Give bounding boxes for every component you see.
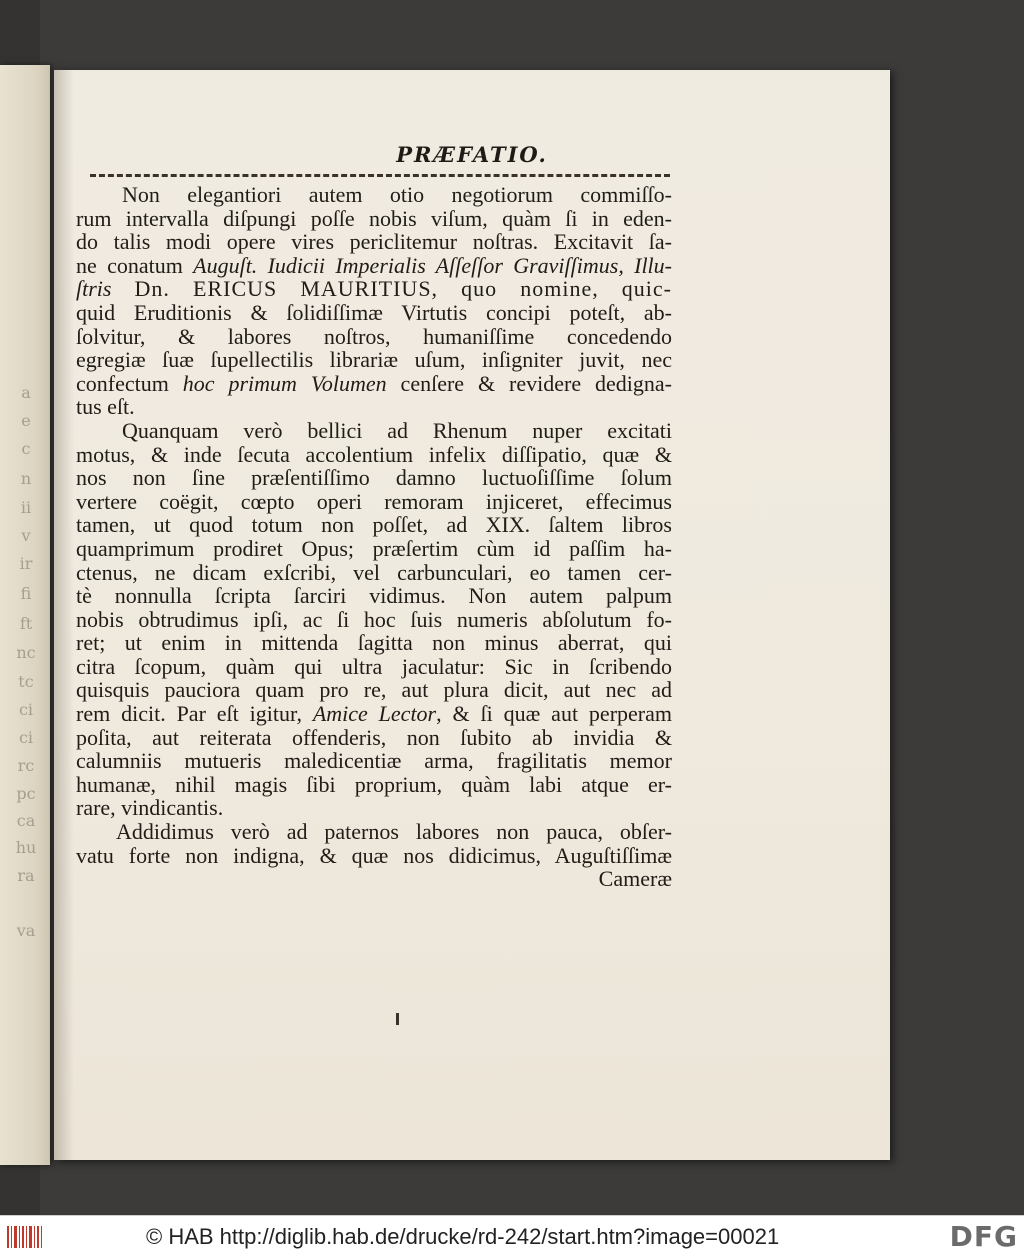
text-line: vatu forte non indigna, & quæ nos didicimus, Auguſtiſſimæ	[76, 842, 672, 868]
prev-page-letter: ft	[19, 614, 33, 633]
prev-page-letter: fi	[20, 584, 32, 603]
text-line: rare, vindicantis.	[76, 795, 224, 821]
italic-text: Auguſt. Iudicii Imperialis Aſſeſſor Graviſſimus, Illu-	[193, 252, 672, 278]
text-line: vertere coëgit, cœpto operi remoram injiceret, effecimus	[76, 488, 672, 514]
catchword: Cameræ	[598, 866, 672, 892]
page-gutter-shadow	[54, 70, 74, 1160]
dfg-logo: DFG	[949, 1220, 1018, 1253]
text-line: nos non ſine præſentiſſimo damno luctuoſiſſime ſolum	[76, 465, 672, 491]
prev-page-letter: rc	[17, 756, 35, 775]
text-line: ſtris Dn. ERICUS MAURITIUS, quo nomine, quic-	[76, 276, 672, 302]
previous-page-edge	[0, 65, 50, 1165]
prev-page-letter: c	[21, 439, 31, 458]
barcode-icon	[6, 1224, 44, 1250]
prev-page-letter: pc	[16, 784, 36, 803]
text-line: egregiæ ſuæ ſupellectilis librariæ uſum, inſigniter juvit, nec	[76, 347, 672, 373]
text-line: quid Eruditionis & ſolidiſſimæ Virtutis concipi poteſt, ab-	[76, 299, 672, 325]
header-rule	[90, 174, 670, 177]
text-line: nobis obtrudimus ipſi, ac ſi hoc ſuis numeris abſolutum fo-	[76, 606, 672, 632]
prev-page-letter: v	[21, 526, 31, 545]
text-line: tus eſt.	[76, 394, 135, 420]
prev-page-letter: ir	[19, 554, 33, 573]
prev-page-letter: nc	[16, 643, 36, 662]
italic-text: ſtris	[76, 276, 112, 302]
printer-mark	[396, 1013, 399, 1025]
prev-page-letter: a	[21, 383, 31, 402]
prev-page-letter: hu	[15, 838, 37, 857]
text-line: tè nonnulla ſcripta ſarciri vidimus. Non autem palpum	[76, 583, 672, 609]
body-text	[76, 183, 672, 891]
text-line: do talis modi opere vires periclitemur noſtras. Excitavit ſa-	[76, 229, 672, 255]
book-page	[54, 70, 890, 1160]
text-line: Quanquam verò bellici ad Rhenum nuper excitati	[122, 417, 672, 443]
prev-page-letter: ci	[18, 700, 34, 719]
text-line: ne conatum Auguſt. Iudicii Imperialis Aſſeſſor Graviſſimus, Illu-	[76, 252, 672, 278]
text-line: quamprimum prodiret Opus; præſertim cùm id paſſim ha-	[76, 535, 672, 561]
text-line: ret; ut enim in mittenda ſagitta non minus aberrat, qui	[76, 630, 672, 656]
text-line: quisquis pauciora quam pro re, aut plura dicit, aut nec ad	[76, 677, 672, 703]
copyright-link[interactable]: © HAB http://diglib.hab.de/drucke/rd-242/start.htm?image=00021	[146, 1224, 780, 1249]
text-line: ſolvitur, & labores noſtros, humaniſſime concedendo	[76, 323, 672, 349]
text-line: confectum hoc primum Volumen cenſere & revidere dedigna-	[76, 370, 672, 396]
text-line: ctenus, ne dicam exſcribi, vel carbunculari, eo tamen cer-	[76, 559, 672, 585]
prev-page-letter: ii	[20, 498, 32, 517]
text-line: citra ſcopum, quàm qui ultra jaculatur: Sic in ſcribendo	[76, 653, 672, 679]
footer-bar	[0, 1215, 1024, 1256]
prev-page-letter: n	[20, 469, 32, 488]
text-line: calumniis mutueris maledicentiæ arma, fragilitatis memor	[76, 748, 672, 774]
prev-page-letter: va	[16, 921, 36, 940]
text-line: rem dicit. Par eſt igitur, Amice Lector, & ſi quæ aut perperam	[76, 701, 672, 727]
prev-page-letter: ca	[16, 811, 36, 830]
prev-page-letter: tc	[18, 672, 34, 691]
text-line: humanæ, nihil magis ſibi proprium, quàm labi atque er-	[76, 771, 672, 797]
italic-text: hoc primum Volumen	[182, 370, 387, 396]
text-line: Non elegantiori autem otio negotiorum commiſſo-	[122, 182, 672, 207]
italic-text: Amice Lector	[312, 701, 437, 727]
text-line: rum intervalla diſpungi poſſe nobis viſum, quàm ſi in eden-	[76, 205, 672, 231]
prev-page-letter: ra	[17, 866, 35, 885]
text-line: poſita, aut reiterata offenderis, non ſubito ab invidia &	[76, 724, 672, 750]
text-line: motus, & inde ſecuta accolentium infelix diſſipatio, quæ &	[76, 441, 672, 467]
prev-page-letter: ci	[18, 728, 34, 747]
text-line: Addidimus verò ad paternos labores non pauca, obſer-	[116, 819, 672, 845]
running-head: PRÆFATIO.	[396, 142, 548, 167]
text-line: tamen, ut quod totum non poſſet, ad XIX. ſaltem libros	[76, 512, 672, 538]
prev-page-letter: e	[21, 411, 31, 430]
